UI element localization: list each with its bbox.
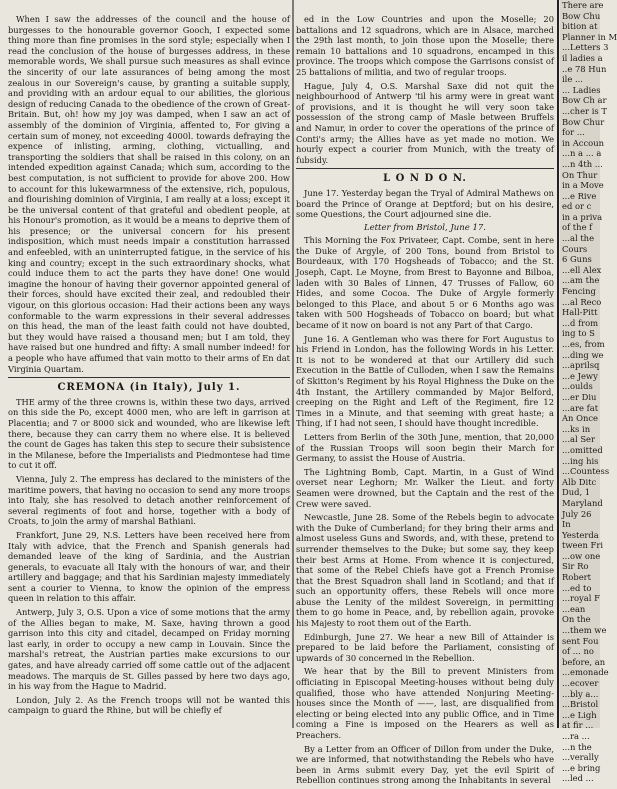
right-column-line: Maryland xyxy=(562,497,603,508)
right-column-line: On the xyxy=(562,614,591,625)
section-divider xyxy=(296,168,554,169)
lightning-bomb-paragraph: The Lightning Bomb, Capt. Martin, in a Gust of Wind overset near Leghorn; Mr. Walker the Lieut. and forty Seamen were drowned, but the Captain and the rest of the Crew were saved. xyxy=(296,466,554,509)
right-column-line: Planner in M xyxy=(562,31,617,42)
london-heading: L O N D O N. xyxy=(383,173,467,185)
right-column-line: ...aprilsq xyxy=(562,360,600,371)
right-column-line: ...e Rive xyxy=(562,190,597,201)
right-column-line: bition at xyxy=(562,21,598,32)
episcopal-bill-paragraph: We hear that by the Bill to prevent Ministers from officiating in Episcopal Meeting-houses without being duly qualified, those who have attended Nonjuring Meeting-houses since the Month of ——, last, are disqualified from electing or being elected into any public Office, and in Time coming a Fine is imposed on the Hearers as well as Preachers. xyxy=(296,666,554,740)
low-countries-paragraph: ed in the Low Countries and upon the Moselle; 20 battalions and 12 squadrons, which are in Alsace, marched the 29th last month, to join those upon the Moselle; there remain 10 battalions and 10 squadrons, encamped in this province. The troops which compose the Garrisons consist of 25 battalions of militia, and two of regular troops. xyxy=(296,14,554,77)
right-column-line: Dud, 1 xyxy=(562,487,591,498)
right-column-line: for ... xyxy=(562,127,585,138)
right-column-line: ...ra ... xyxy=(562,730,590,741)
right-column-line: in a priva xyxy=(562,211,603,222)
edinburgh-paragraph: Edinburgh, June 27. We hear a new Bill of Attainder is prepared to be laid before the Parliament, consisting of upwards of 30 concerned in the Rebellion. xyxy=(296,631,554,663)
right-column-line: ...e Jewy xyxy=(562,370,598,381)
right-column-line: ..e 78 Hun xyxy=(562,63,607,74)
right-column-line: ...are fat xyxy=(562,402,599,413)
cremona-paragraph: THE army of the three crowns is, within these two days, arrived on this side the Po, except 4000 men, who are left in garrison at Placentia; and 7 or 8000 sick and wounded, who are likewise left there, because they can carry them no where else. It is believed the count de Gages has taken this step to secure their subsistence in the Milanese, before the Imperialists and Piedmontese had time to cut it off. xyxy=(8,396,290,471)
vienna-paragraph: Vienna, July 2. The empress has declared to the ministers of the maritime powers, that having no occasion to send any more troops into Italy, she has resolved to detach another reinforcement of several regiments of foot and horse, together with a body of Croats, to join the army of marshal Bathiani. xyxy=(8,473,290,527)
right-column-line: ...emonade xyxy=(562,667,609,678)
right-column-line: ...ed to xyxy=(562,582,592,593)
fox-privateer-paragraph: This Morning the Fox Privateer, Capt. Combe, sent in here the Duke of Argyle, of 200 Tons, bound from Bristol to Bourdeaux, with 170 Hogsheads of Tobacco; and the St. Joseph, Capt. Le Moyne, from Brest to Bayonne and Bilboa, laden with 30 Bales of Linnen, 47 Trusses of Fallow, 60 Hides, and some Cocoa. The Duke of Argyle formerly belonged to this Place, and about 5 or 6 Months ago was taken with 500 Hogsheads of Tobacco on board; but what became of it now on board is not any Part of that Cargo. xyxy=(296,235,554,331)
right-column-line: ...bly a... xyxy=(562,688,599,699)
newcastle-paragraph: Newcastle, June 28. Some of the Rebels begin to advocate with the Duke of Cumberland; for they bring their arms and almost useless Guns and Swords, and, with these, pretend to surrender themselves to the Duke; but some say, they keep their best Arms at Home. From whence it is conjectured, that some of the Rebel Chiefs have got a French Promise that the Brest Squadron shall land in Scotland; and that if such an opportunity offers, these Rebels will once more abuse the Lenity of the mildest Sovereign, in permitting them to go home in Peace, and, by rebellion again, provoke his Majesty to root them out of the Earth. xyxy=(296,512,554,629)
right-column-line: ...al the xyxy=(562,233,595,244)
right-column-line: ...n a ... a xyxy=(562,148,602,159)
right-column-line: ...ing his xyxy=(562,455,599,466)
right-column-line: ...ell Alex xyxy=(562,264,602,275)
hague-paragraph: Hague, July 4, O.S. Marshal Saxe did not quit the neighbourhood of Antwerp 'til his army were in great want of provisions, and it is thought he will very soon take possession of the strong camp of Masle between Bruffels and Namur, in order to cover the operations of the prince of Conti's army; the Allies have as yet made no motion. We hourly expect a courier from Munich, with the treaty of fubsidy. xyxy=(296,80,554,165)
right-column-line: ...ean xyxy=(562,603,586,614)
right-column-line: il ladies a xyxy=(562,52,603,63)
right-column-line: Bow Chur xyxy=(562,116,605,127)
right-column-line: ...oulds xyxy=(562,381,593,392)
right-column-line: ...al Reco xyxy=(562,296,602,307)
right-column-line: Robert xyxy=(562,572,592,583)
right-column-line: tween Fri xyxy=(562,540,603,551)
right-column-line: sent Fou xyxy=(562,635,599,646)
right-column-line: in Accoun xyxy=(562,137,604,148)
right-column-line: July 26 xyxy=(562,508,592,519)
right-column-line: ...them we xyxy=(562,625,607,636)
right-column-line: In xyxy=(562,519,571,530)
right-column-line: ...d from xyxy=(562,317,599,328)
right-column-line: ...n the xyxy=(562,741,592,752)
right-column-line: ...am the xyxy=(562,275,600,286)
right-column-line: ...verally xyxy=(562,752,599,763)
right-column-line: at fir ... xyxy=(562,720,594,731)
left-column xyxy=(8,14,290,719)
mathews-tryal-paragraph: June 17. Yesterday began the Tryal of Admiral Mathews on board the Prince of Orange at Deptford; but on his desire, some Questions, the Court adjourned sine die. xyxy=(296,187,554,220)
right-column-line: ...ow one xyxy=(562,550,601,561)
right-column-line: Alb Ditc xyxy=(562,476,597,487)
right-column-line: of the f xyxy=(562,222,593,233)
right-column-line: ...omitted xyxy=(562,444,603,455)
right-column-lines xyxy=(560,0,617,784)
right-column-line: ...ding we xyxy=(562,349,604,360)
right-column-line: There are xyxy=(562,0,604,10)
right-column-line: ...cher is T xyxy=(562,105,607,116)
right-column-line: Hall-Pitt xyxy=(562,307,598,318)
right-column-line: ...royal F xyxy=(562,593,600,604)
right-column-line: Bow Ch ar xyxy=(562,95,607,106)
right-column-line: ...es, from xyxy=(562,339,605,349)
right-column-line: ...Countess xyxy=(562,466,610,477)
berlin-letters-paragraph: Letters from Berlin of the 30th June, mention, that 20,000 of the Russian Troops will soon begin their March for Germany, to assist the House of Austria. xyxy=(296,431,554,464)
virginia-letter-paragraph: When I saw the addresses of the council and the house of burgesses to the honourable governor Gooch, I expected some thing more than fine promises in the sord style; especially when I read the conclusion of the house of burgesses address, in these memorable words, We shall pursue such measures as shall evince the sincerity of our late assurances of being among the most zealous in our Sovereign's cause, by granting a suitable supply, and providing with an ardour equal to our abilities, the glorious design of reducing Canada to the obedience of the crown of Great-Britain. But, oh! how my joy was damped, when I saw an act of assembly of the dominion of Virginia, affented to, For giving a certain sum of money, not exceeding 4000l. towards defraying the expence of inlisting, arming, clothing, victualling, and transporting the soldiers that shall be raised in this colony, on an intended expedition against Canada; which sum, according to the best computation, is not sufficient to provide for above 200. How to account for this lukewarmness of the extensive, rich, populous, and flourishing dominion of Virginia, I am really at a loss; except it be the universal content of that grateful and obedient people, at his Honour's promotion, as it would be a means to deprive them of his presence; or the universal concern for his present indisposition, which must needs impair a constitution harrassed and enfeebled, with an uninterrupted fatigue, in the service of his king and country; except in the such extraordinary shocks, what could induce them to act the parts they have done! One would imagine the honour of having their governor appointed general of their forces, should have excited their zeal, and redoubled their vigour, on this glorious occasion: Had their actions been any ways conformable to the warm expressions in their several addresses on this head, the man of the least faith could not have doubted, but they would have raised a thousand men; but I am told, they have raised but one hundred and fifty: A small number indeed! for a people who have affumed that vain motto to their arms of En dat Virginia Quartam. xyxy=(8,14,290,374)
right-column-line: Cours xyxy=(562,243,588,254)
section-divider xyxy=(8,377,290,378)
frankfort-paragraph: Frankfort, June 29, N.S. Letters have been received here from Italy with advice, that the French and Spanish generals had demanded leave of the king of Sardinia, and the Austrian generals, to evacuate all Italy with the honours of war, and their artillery and baggage; and that his Sardinian majesty immediately sent a courier to Vienna, to know the opinion of the empress queen in relation to this affair. xyxy=(8,529,290,604)
right-column-line: Fencing xyxy=(562,286,596,297)
right-column-line: ...n 4th ... xyxy=(562,158,603,169)
right-column-line: ...Letters 3 xyxy=(562,42,609,53)
right-column-line: ing to S xyxy=(562,328,595,339)
right-column-line: ... Ladies xyxy=(562,84,601,95)
fort-augustus-paragraph: June 16. A Gentleman who was there for Fort Augustus to his Friend in London, has the following Words in his Letter. It is not to be wondered at that our Artillery did such Execution in the Battle of Culloden, when I saw the Remains of Skitton's Regiment by his Royal Highness the Duke on the 4th Instant, the Artillery commanded by Major Belford, creeping on the Right and Left of the Regiment, fire 12 Times in a Minute, and that seeming with great haste; a Thing, if I had not seen, I should have thought incredible. xyxy=(296,333,554,429)
right-column-line: Yesterda xyxy=(562,529,599,540)
right-column-line: ed or c xyxy=(562,201,592,212)
right-column-line: ...e bring xyxy=(562,762,601,773)
right-column-line: An Once xyxy=(562,413,599,424)
london-paragraph: London, July 2. As the French troops will not be wanted this campaign to guard the Rhine, but will be chiefly ef xyxy=(8,694,290,716)
right-column-line: before, an xyxy=(562,656,606,667)
right-column-line: ...e Ligh xyxy=(562,709,597,720)
right-column-line: Sir Ro xyxy=(562,561,589,572)
middle-column xyxy=(296,14,554,789)
right-column-line: ile ... xyxy=(562,74,583,85)
right-column-line: On Thur xyxy=(562,169,598,180)
right-column-line: ...led ... xyxy=(562,773,594,784)
right-column-fragment xyxy=(560,0,617,784)
right-column-line: ...ecover xyxy=(562,678,599,688)
antwerp-paragraph: Antwerp, July 3, O.S. Upon a vice of some motions that the army of the Allies began to make, M. Saxe, having thrown a good garrison into this city and citadel, decamped on Friday morning last early, in order to occupy a new camp in Louvain. Since the marshal's retreat, the Austrian parties make excursions to our gates, and have already carried off some cattle out of the adjacent meadows. The marquis de St. Gilles passed by here two days ago, in his way from the Hague to Madrid. xyxy=(8,607,290,692)
bristol-letter-heading: Letter from Bristol, June 17. xyxy=(363,222,487,233)
right-column-line: of ... no xyxy=(562,646,594,657)
right-column-line: ...er Diu xyxy=(562,391,597,402)
right-column-line: ...al Ser xyxy=(562,434,596,445)
right-column-line: in a Move xyxy=(562,180,604,191)
column-rule-left xyxy=(292,0,294,728)
cremona-heading: CREMONA (in Italy), July 1. xyxy=(57,382,241,394)
column-rule-right xyxy=(557,0,559,728)
right-column-line: Bow Chu xyxy=(562,10,601,21)
dillon-letter-paragraph: By a Letter from an Officer of Dillon from under the Duke, we are informed, that notwithstanding the Rebels who have been in Arms submit every Day, yet the evil Spirit of Rebellion continues strong among the Inhabitants in several xyxy=(296,743,554,786)
right-column-line: ...Bristol xyxy=(562,699,599,710)
right-column-line: ...ks in xyxy=(562,423,591,434)
right-column-line: 6 Guns xyxy=(562,254,592,265)
